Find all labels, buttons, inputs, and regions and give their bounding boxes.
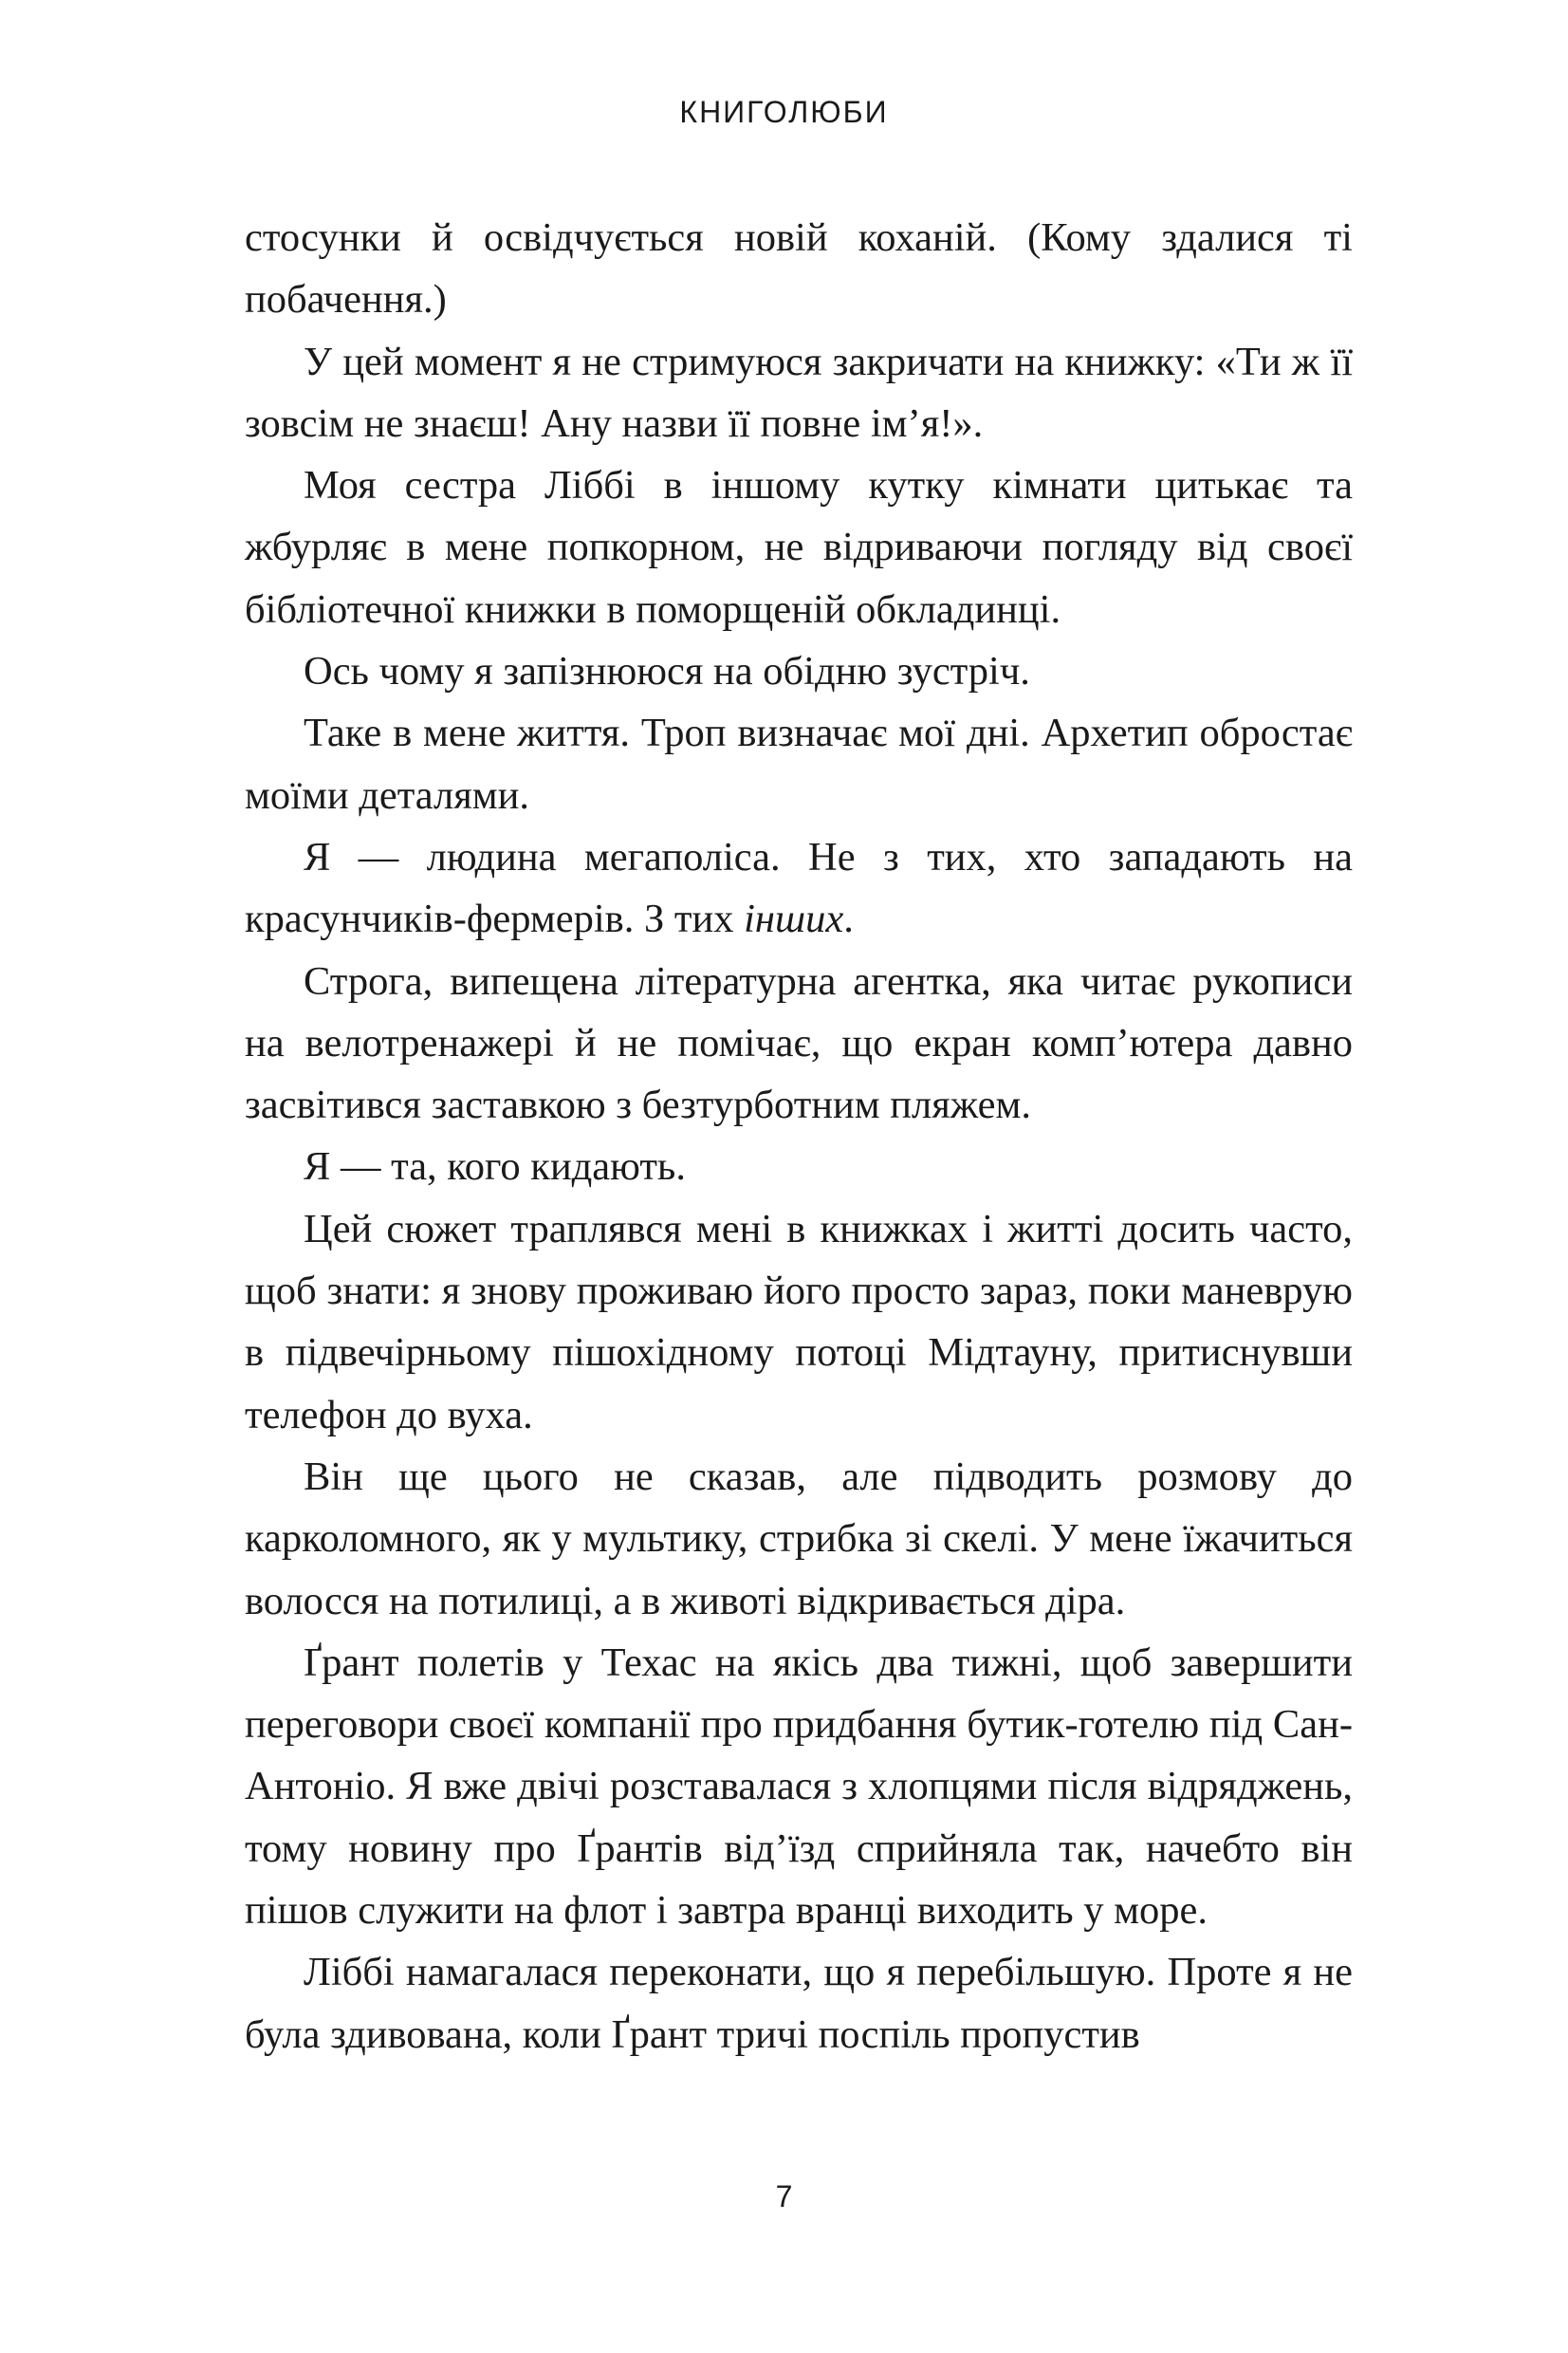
paragraph-9: Цей сюжет траплявся мені в книжках і житті досить часто, щоб знати: я знову проживаю його просто зараз, поки маневрую в підвечірньому пішохідному потоці Мідтауну, притиснувши телефон до вуха.: [245, 1206, 1353, 1437]
paragraph-5: Таке в мене життя. Троп визначає мої дні. Архетип обростає моїми деталями.: [245, 711, 1353, 818]
paragraph-6-tail: .: [843, 897, 854, 942]
running-head: КНИГОЛЮБИ: [679, 95, 889, 129]
paragraph-8: Я — та, кого кидають.: [304, 1144, 686, 1190]
paragraph-11: Ґрант полетів у Техас на якісь два тижні, щоб завершити переговори своєї компанії про придбання бутик-готелю під Сан-Антоніо. Я вже двічі розставалася з хлопцями після відряджень, тому новину про Ґрантів від’їзд сприйняла так, начебто він пішов служити на флот і завтра вранці виходить у море.: [245, 1640, 1353, 1934]
paragraph-2: У цей момент я не стримуюся закричати на книжку: «Ти ж її зовсім не знаєш! Ану назви її повне ім’я!».: [245, 339, 1353, 446]
paragraph-6: [245, 826, 1353, 951]
paragraph-6-italic: інших: [744, 897, 844, 942]
paragraph-10: Він ще цього не сказав, але підводить розмову до карколомного, як у мультику, стрибка зі скелі. У мене їжачиться волосся на потилиці, а в животі відкривається діра.: [245, 1454, 1353, 1623]
paragraph-3: Моя сестра Ліббі в іншому кутку кімнати цитькає та жбурляє в мене попкорном, не відриваючи погляду від своєї бібліотечної книжки в поморщеній обкладинці.: [245, 463, 1353, 632]
paragraph-7: Строга, випещена літературна агентка, яка читає рукописи на велотренажері й не помічає, що екран комп’ютера давно засвітився заставкою з безтурботним пляжем.: [245, 958, 1353, 1128]
paragraph-4: Ось чому я запізнююся на обідню зустріч.: [304, 649, 1030, 695]
page-number: 7: [775, 2179, 793, 2214]
paragraph-12: Ліббі намагалася переконати, що я перебільшую. Проте я не була здивована, коли Ґрант тричі поспіль пропустив: [245, 1950, 1353, 2057]
body-text: [245, 207, 1353, 2066]
paragraph-1: стосунки й освідчується новій коханій. (Кому здалися ті побачення.): [245, 215, 1353, 323]
paragraph-6-text: Я — людина мегаполіса. Не з тих, хто западають на красунчиків-фермерів. З тих: [245, 834, 1353, 942]
